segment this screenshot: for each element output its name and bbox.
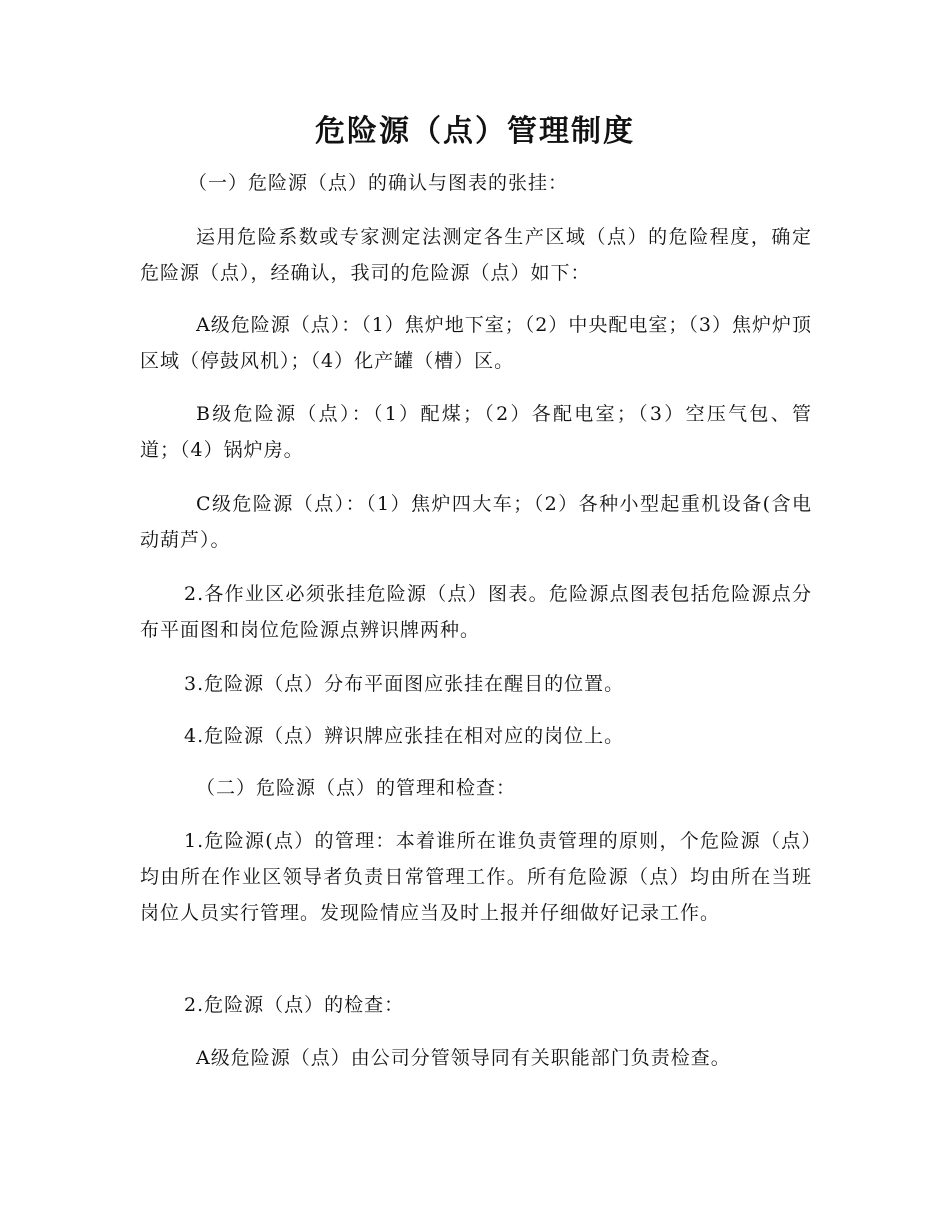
paragraph-management: 1.危险源(点）的管理：本着谁所在谁负责管理的原则，个危险源（点）均由所在作业区领导者负责日常管理工作。所有危险源（点）均由所在当班岗位人员实行管理。发现险情应当及时上报并仔细做好记录工作。	[140, 830, 812, 924]
paragraph-item-4: 4.危险源（点）辨识牌应张挂在相对应的岗位上。	[184, 725, 625, 747]
section-heading-2: （二）危险源（点）的管理和检查：	[196, 777, 517, 799]
paragraph-level-a-inspection: A级危险源（点）由公司分管领导同有关职能部门负责检查。	[196, 1047, 731, 1069]
paragraph-item-3: 3.危险源（点）分布平面图应张挂在醒目的位置。	[184, 673, 625, 695]
paragraph-level-a: A级危险源（点）：（1）焦炉地下室；（2）中央配电室；（3）焦炉炉顶区域（停鼓风机）；（4）化产罐（槽）区。	[140, 314, 812, 372]
paragraph-item-2: 2.各作业区必须张挂危险源（点）图表。危险源点图表包括危险源点分布平面图和岗位危险源点辨识牌两种。	[140, 583, 812, 641]
section-heading-1: （一）危险源（点）的确认与图表的张挂：	[188, 172, 569, 194]
paragraph-level-c: C级危险源（点）：（1）焦炉四大车；（2）各种小型起重机设备(含电动葫芦）。	[140, 493, 812, 551]
paragraph-level-b: B级危险源（点）：（1）配煤；（2）各配电室；（3）空压气包、管道；（4）锅炉房。	[140, 403, 812, 461]
document-title: 危险源（点）管理制度	[315, 114, 635, 149]
paragraph-identification: 运用危险系数或专家测定法测定各生产区域（点）的危险程度，确定危险源（点），经确认，我司的危险源（点）如下：	[140, 226, 812, 284]
paragraph-inspection-heading: 2.危险源（点）的检查：	[184, 994, 405, 1016]
